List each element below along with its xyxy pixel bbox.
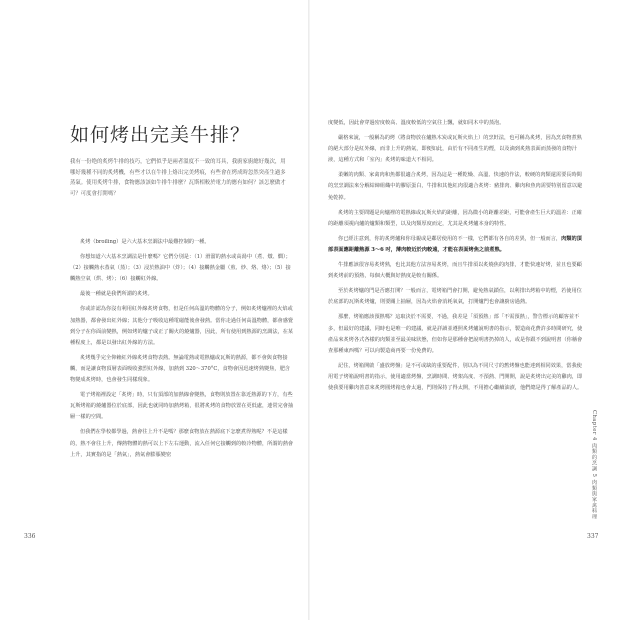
paragraph: 柔嫩的肉類、家禽肉和魚都很適合炙烤，因為這是一種乾燥、高溫、快速的作法，較硬的肉類還需要長時間的烹烹調法來分解結締組織中的膠原蛋白，牛排和其他紅肉很適合炙烤：豬排肉、雞肉和魚肉需要特別留意以避免乾掉。 <box>328 172 583 201</box>
bold-emphasis: 肉類的頂部表面應距離熱源 3～6 吋，薄肉較近於肉較遠，才能在表面烤焦之前煮熟。 <box>328 235 582 253</box>
intro-paragraph: 我有一份绝的炙烤牛排的技巧，它們似乎是兩者溫度不一致的耳具，我廚家廚總好幾次，用哪好幾種不同的炙烤機，有些才以在牛排上烙出完美烤痕，有些會在烤成時忽然突產生過多蒸氣。使用炙烤牛排，食物應該該如牛排牛排麼？瓦斯相較於電力的應有如何？該怎麼做才可？可度會打開嗎？ <box>70 159 286 197</box>
paragraph: 你想知道六大基本烹調法是什麼嗎？它們分別是：（1）滑溜的熱水或高湯中（煮、燉、燜）；（2）接觸熱水蒸氣（蒸）；（3）浸於熱油中（炸）；（4）接觸熱金屬（煎、炒、烙、烙）；（5）接觸熱空氣（烘、烤）；（6）接觸紅外線。 <box>70 254 291 283</box>
paragraph: 記住，烤箱開啟「盛放烤盤」是不可或缺的重要配件，別以為不同尺寸的舊烤盤也能達到相同效果，當我使用電子烤箱說明書的指示，使用適當烤盤，烹調時間、烤架高度、不預熱、門開開，說是炙烤出完美的雞肉，即使我要用雞肉善意來炙烤圓烤箱也會太過，門則保持了得太開，不用擔心繼續油漬，他們總是得了解產品的人。 <box>328 362 583 391</box>
paragraph: 炙烤的主要問題是向爐裡的電熱線或瓦斯火焰的距離，因為微小的距離差距，可能會產生巨大的溫差：正確的距離須視向爐的爐類和類型，以及肉類厚度而定，尤其是炙烤爐本身的特性。 <box>328 209 582 227</box>
page-number-right: 337 <box>587 533 599 540</box>
right-page <box>310 0 620 620</box>
paragraph: 最後一種就是我們所謂的炙烤。 <box>80 291 153 298</box>
paragraph: 炙烤幾乎完全仰賴紅外線炙烤食物表熱。無論電熱或電熱爐或瓦斯的熱源，都不會與食物接觸，而是讓食物頂層表面吸收強烈紅外線，加熱到 320～370°C，食物會因迅速烤熟變焦，肥含物變成炙烤時，也會發生同樣現象。 <box>70 354 290 384</box>
paragraph: 度變低，因此會穿過密度較高、溫度較低的空氣往上飄，就如同木中的蒸泡。 <box>328 120 505 126</box>
paragraph: 但我們在學校都學過，熱會往上升不是嗎？那麼食物放在熱源底下怎麼煮得熟呢？不是這樣的，熱不會往上升，傳熱物體的熱可以上下左右運動，流入任何它接觸到的較冷物體，所謂的熱會上升，其實指的是「熱氣」，熱氣會膨脹變密 <box>70 429 294 458</box>
left-body-text <box>70 237 295 465</box>
paragraph: 那麼，烤箱應該預熱嗎？這取決於不需要，不過，我差是「須預熱」部「不需預熱」，警告標示的顧客並不多，但最好的建議，同時也是唯一的建議，就是詳讀並遵照炙烤爐說明書的指示，製造商花費許多時間研究，使產品來炙烤各式各樣的肉類並至最美味狀態，但如你是那種會把說明書扔掉的人，或是你跟不到說明書（你稱會查那種東西嗎？可以向製造商再要一份免費的。 <box>328 314 583 354</box>
paragraph-with-emphasis <box>328 234 586 256</box>
paragraph: 嚴格來說，一般稱為的烤（將食物放在爐熱木炭或瓦斯火焰上）的烹飪法，也可稱為炙烤，因為烹食物煮熟的絕大部分是紅外線，而非上升的熱氣，即便如此，由於有不同產生的煙，以及滴到炙熱表面而蒸發的食物汁液，這種方式和「室內」炙烤的味道大不相同。 <box>328 135 582 164</box>
paragraph: 炙烤（broiling）是六大基本烹調法中最難控制的一種。 <box>80 239 210 245</box>
paragraph: 電子烤箱裡設定「炙烤」時，只有頂部的加熱線會變熱，食物則放置在靠近熱源的下方，有些瓦斯烤箱的燒爐器位於底部，因此也就同時加熱烤箱，很將炙烤的食物放置在更低處，連常完會抽屜一樣的空間。 <box>70 392 294 421</box>
page-number-left: 336 <box>24 533 36 540</box>
chapter-side-tab: Chapter 4 肉類的烹調 5 肉類與家禽料理 <box>591 410 597 520</box>
paragraph: 至於炙烤爐的門是否應打開？一般而言，電烤箱門會打開，避免熱氣鎖住，以利排出烤箱中的煙，若使用位於底部的瓦斯炙烤爐，則要關上抽屜，因為火焰會消耗氧氣，打開爐門也會讓廚房過熱。 <box>328 288 582 306</box>
right-body-text <box>328 118 586 398</box>
page-title: 如何烤出完美牛排？ <box>70 124 251 146</box>
paragraph: 牛排應該很容易炙烤熟，也比其他方法容易炙烤，而且牛排須以炙燒焦的肉排，才能快速好烤，並且也要顧到炙烤前的預熱，每個大概與好熱度是較有關係。 <box>328 262 582 280</box>
paragraph: 你或許認為你沒有利用紅外線炙烤食物，但是任何高溫的物體的分子，例如炙烤爐裡的火焰或加熱器，都會發出紅外線；其他分子吸收這種電磁能後會發熱。當你走過任何高溫物體，都會感覺到分子在你面前變熱，例如烤的爐子或正了關火的燒爐器，因此，所有使用到熱源的烹調法，在某種程度上，都是以發出紅外線的方法。 <box>70 306 294 346</box>
paragraph-lead: 你已經注意到，你的炙烤爐和你母親或是鄰居使用的不一樣，它們都有各自的差異，但一般而言， <box>338 235 562 242</box>
